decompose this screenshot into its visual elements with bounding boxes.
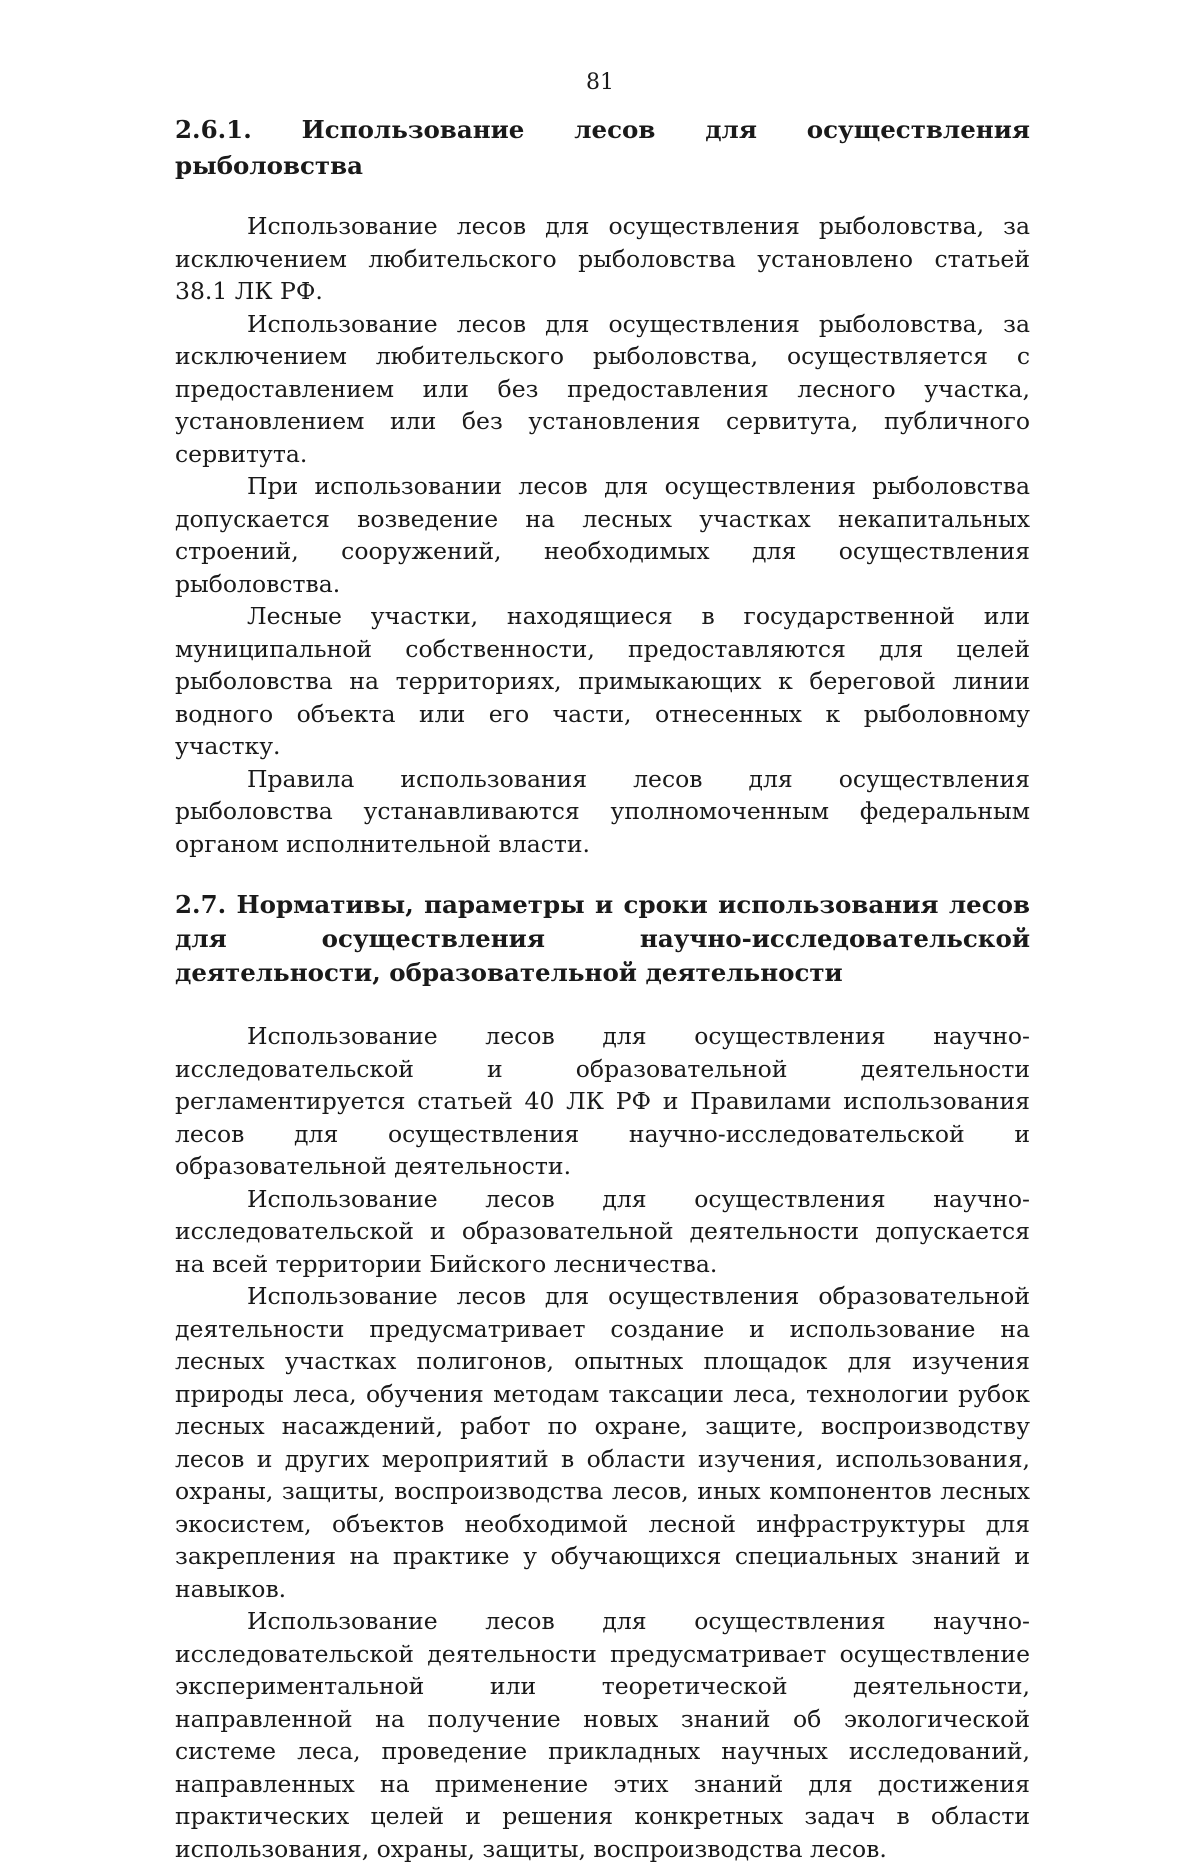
- paragraph: Использование лесов для осуществления образовательной деятельности предусматривает создание и использование на лесных участках полигонов, опытных площадок для изучения природы леса, обучения методам таксации леса, технологии рубок лесных насаждений, работ по охране, защите, воспроизводству лесов и других мероприятий в области изучения, использования, охраны, защиты, воспроизводства лесов, иных компонентов лесных экосистем, объектов необходимой лесной инфраструктуры для закрепления на практике у обучающихся специальных знаний и навыков.: [175, 1282, 1030, 1603]
- paragraph: Использование лесов для осуществления научно-исследовательской и образовательной деятельности допускается на всей территории Бийского лесничества.: [175, 1184, 1030, 1278]
- page-number: 81: [586, 70, 614, 95]
- paragraph: Использование лесов для осуществления научно-исследовательской деятельности предусматривает осуществление экспериментальной или теоретической деятельности, направленной на получение новых знаний об экологической системе леса, проведение прикладных научных исследований, направленных на применение этих знаний для достижения практических целей и решения конкретных задач в области использования, охраны, защиты, воспроизводства лесов.: [175, 1607, 1030, 1863]
- paragraph: Лесные участки, находящиеся в государственной или муниципальной собственности, предоставляются для целей рыболовства на территориях, примыкающих к береговой линии водного объекта или его части, отнесенных к рыболовному участку.: [175, 602, 1030, 760]
- paragraph: Правила использования лесов для осуществления рыболовства устанавливаются уполномоченным федеральным органом исполнительной власти.: [175, 764, 1030, 858]
- paragraph: При использовании лесов для осуществления рыболовства допускается возведение на лесных участках некапитальных строений, сооружений, необходимых для осуществления рыболовства.: [175, 472, 1030, 598]
- section-heading-2-7: 2.7. Нормативы, параметры и сроки использования лесов для осуществления научно-исследовательской деятельности, образовательной деятельности: [175, 890, 1030, 987]
- paragraph: Использование лесов для осуществления рыболовства, за исключением любительского рыболовства, осуществляется с предоставлением или без предоставления лесного участка, установлением или без установления сервитута, публичного сервитута.: [175, 309, 1030, 468]
- paragraph: Использование лесов для осуществления рыболовства, за исключением любительского рыболовства установлено статьей 38.1 ЛК РФ.: [175, 212, 1030, 305]
- paragraph: Использование лесов для осуществления научно-исследовательской и образовательной деятельности регламентируется статьей 40 ЛК РФ и Правилами использования лесов для осуществления научно-исследовательской и образовательной деятельности.: [175, 1022, 1030, 1180]
- section-heading-2-6-1: 2.6.1. Использование лесов для осуществления рыболовства: [175, 115, 1030, 180]
- page-content: [175, 112, 1030, 1865]
